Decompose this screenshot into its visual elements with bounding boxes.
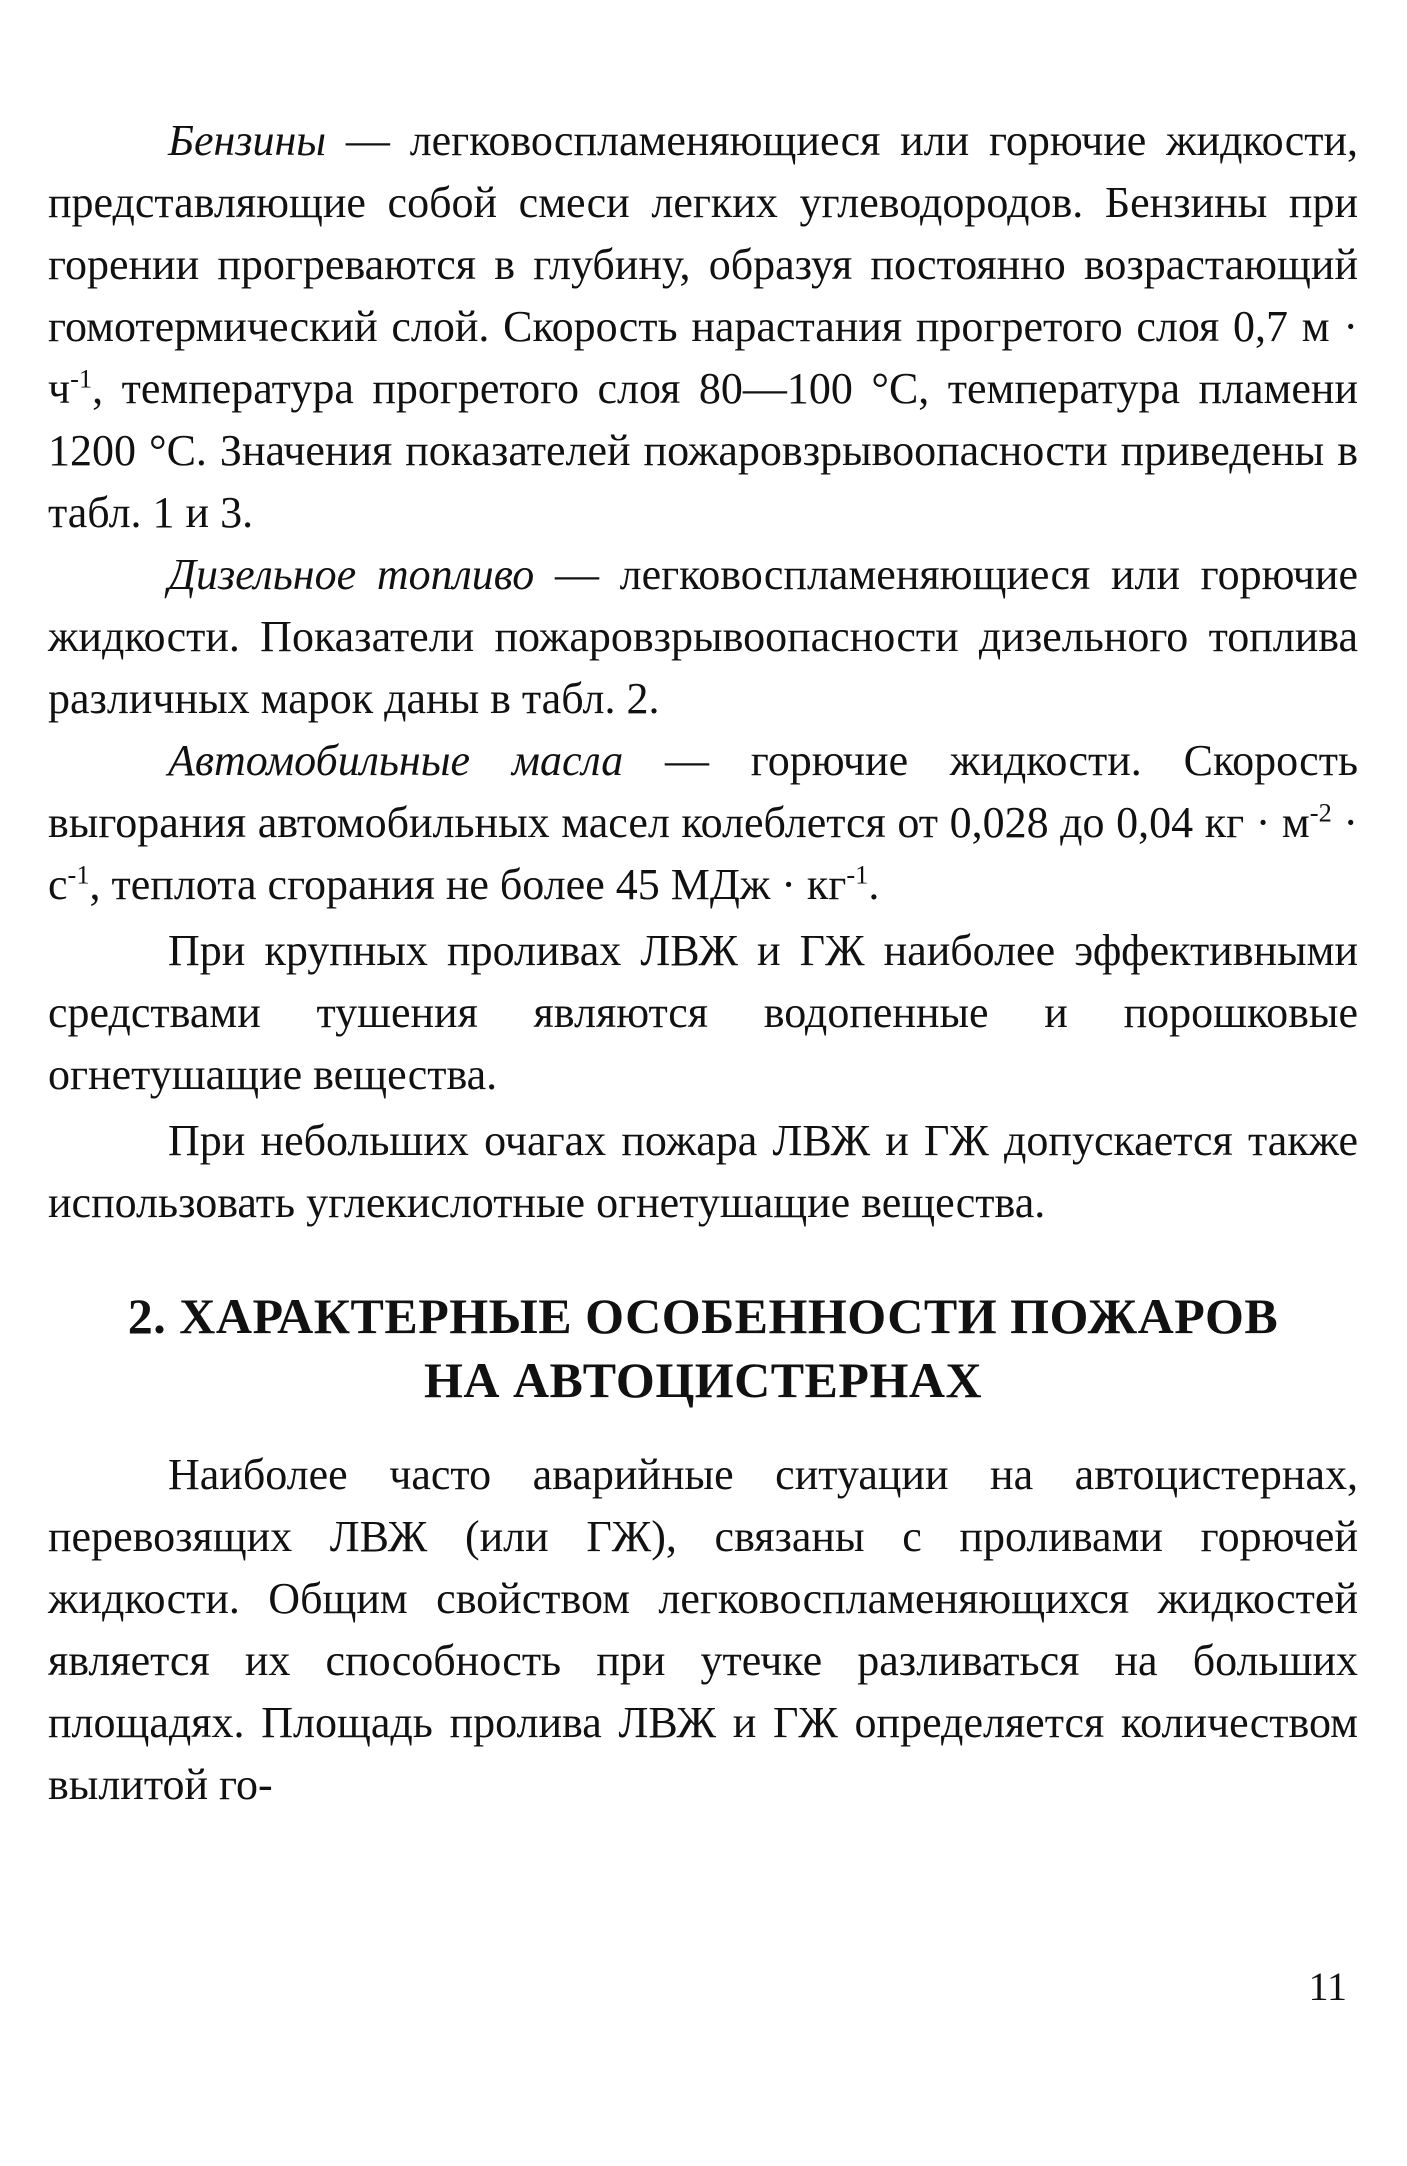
paragraph-text: · с (48, 798, 1358, 909)
paragraph-text: , теплота сгорания не более 45 МДж · кг (89, 860, 847, 909)
paragraph-diesel (48, 544, 1358, 730)
document-page (48, 110, 1358, 1816)
superscript: -1 (70, 363, 93, 394)
superscript: -1 (846, 859, 869, 890)
page-number: 11 (1308, 1964, 1347, 2009)
term-motor-oils: Автомобильные масла (168, 736, 624, 785)
paragraph-gasoline (48, 110, 1358, 544)
term-gasoline: Бензины (168, 116, 327, 165)
section-heading-line-2: НА АВТОЦИСТЕРНАХ (423, 1352, 983, 1408)
paragraph-large-spills: При крупных проливах ЛВЖ и ГЖ наиболее эффективными средствами тушения являются водопенные и порошковые огнетушащие вещества. (48, 926, 1358, 1099)
superscript: -1 (67, 859, 90, 890)
paragraph-small-fires: При небольших очагах пожара ЛВЖ и ГЖ допускается также использовать углекислотные огнетушащие вещества. (48, 1116, 1358, 1227)
paragraph-text: , температура прогретого слоя 80—100 °С, температура пламени 1200 °С. Значения показателей пожаровзрывоопасности приведены в табл. 1 и 3. (48, 364, 1358, 537)
superscript: -2 (1309, 797, 1332, 828)
paragraph-text: . (868, 860, 880, 909)
term-diesel: Дизельное топливо (168, 550, 535, 599)
paragraph-text: — легковоспламеняющиеся или горючие жидкости. Показатели пожаровзрывоопасности дизельного топлива различных марок даны в табл. 2. (48, 550, 1359, 723)
paragraph-tanker-accidents: Наиболее часто аварийные ситуации на автоцистернах, перевозящих ЛВЖ (или ГЖ), связаны с проливами горючей жидкости. Общим свойством легковоспламеняющихся жидкостей является их способность при утечке разливаться на больших площадях. Площадь пролива ЛВЖ и ГЖ определяется количеством вылитой го- (48, 1450, 1358, 1809)
paragraph-text: — легковоспламеняющиеся или горючие жидкости, представляющие собой смеси легких углеводородов. Бензины при горении прогреваются в глубину, образуя постоянно возрастающий гомотермический слой. Скорость нарастания прогретого слоя 0,7 м · ч (48, 116, 1358, 413)
section-heading (48, 1284, 1358, 1412)
paragraph-motor-oils (48, 730, 1358, 916)
paragraph-text: — горючие жидкости. Скорость выгорания автомобильных масел колеблется от 0,028 до 0,04 кг · м (48, 736, 1359, 847)
section-heading-line-1: 2. ХАРАКТЕРНЫЕ ОСОБЕННОСТИ ПОЖАРОВ (127, 1288, 1279, 1344)
